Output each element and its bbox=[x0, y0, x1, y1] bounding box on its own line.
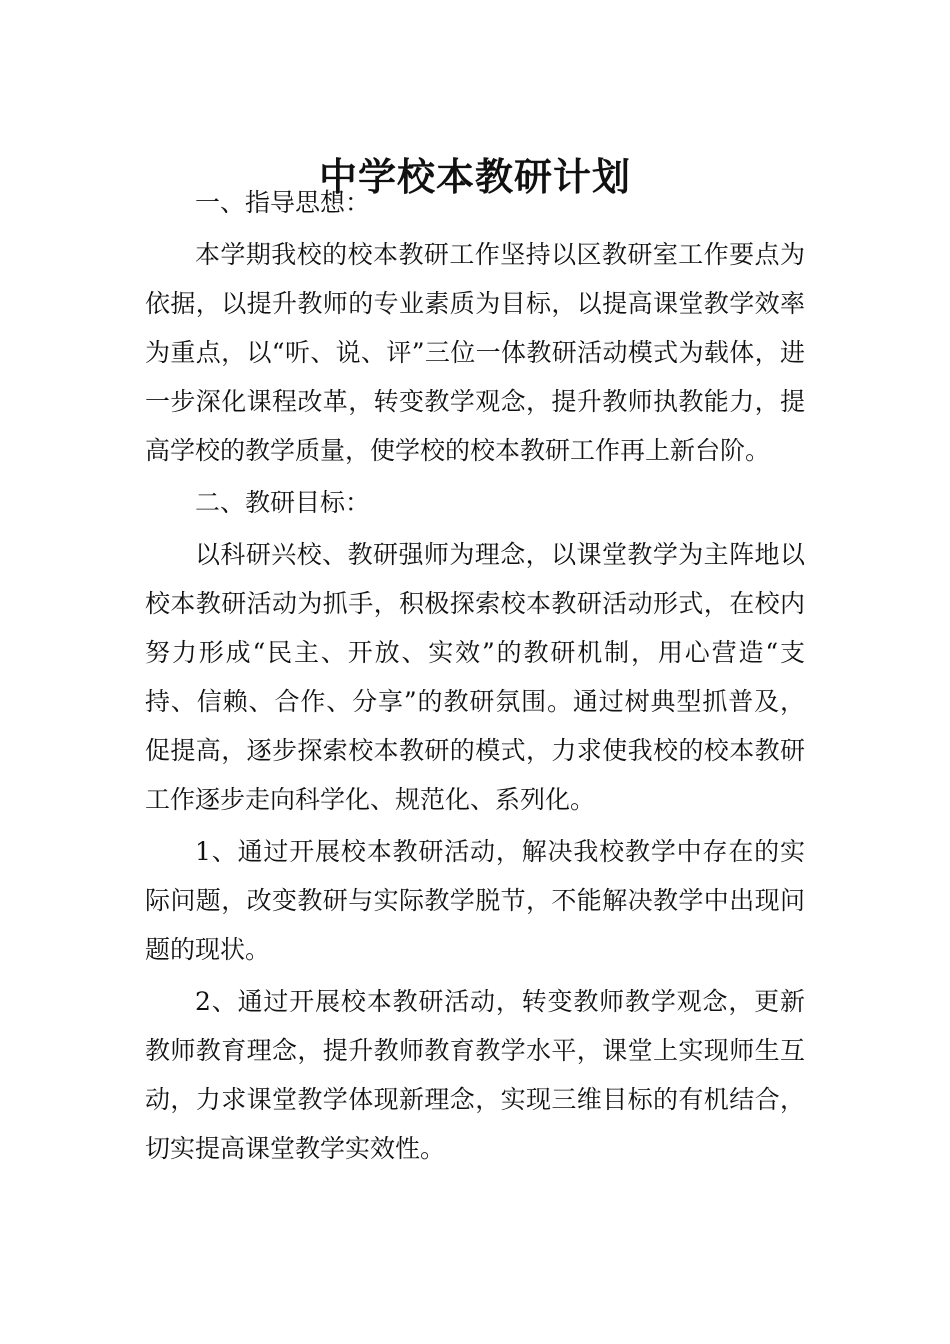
paragraph-research-goals: 以科研兴校、教研强师为理念，以课堂教学为主阵地以校本教研活动为抓手，积极探索校本教研活动形式，在校内努力形成“民主、开放、实效”的教研机制，用心营造“支持、信赖、合作、分享”的教研氛围。通过树典型抓普及，促提高，逐步探索校本教研的模式，力求使我校的校本教研工作逐步走向科学化、规范化、系列化。 bbox=[145, 540, 805, 814]
numbered-item-2: 2、通过开展校本教研活动，转变教师教学观念，更新教师教育理念，提升教师教育教学水平，课堂上实现师生互动，力求课堂教学体现新理念，实现三维目标的有机结合，切实提高课堂教学实效性。 bbox=[145, 987, 805, 1163]
document-body bbox=[145, 178, 805, 1176]
document-title: 中学校本教研计划 bbox=[318, 155, 631, 200]
section-heading-guiding-thought: 一、指导思想： bbox=[195, 188, 371, 217]
paragraph-guiding-thought: 本学期我校的校本教研工作坚持以区教研室工作要点为依据，以提升教师的专业素质为目标，以提高课堂教学效率为重点，以“听、说、评”三位一体教研活动模式为载体，进一步深化课程改革，转变教学观念，提升教师执教能力，提高学校的教学质量，使学校的校本教研工作再上新台阶。 bbox=[145, 240, 805, 465]
numbered-item-1: 1、通过开展校本教研活动，解决我校教学中存在的实际问题，改变教研与实际教学脱节，不能解决教学中出现问题的现状。 bbox=[145, 837, 805, 964]
section-heading-research-goals: 二、教研目标： bbox=[195, 488, 371, 517]
